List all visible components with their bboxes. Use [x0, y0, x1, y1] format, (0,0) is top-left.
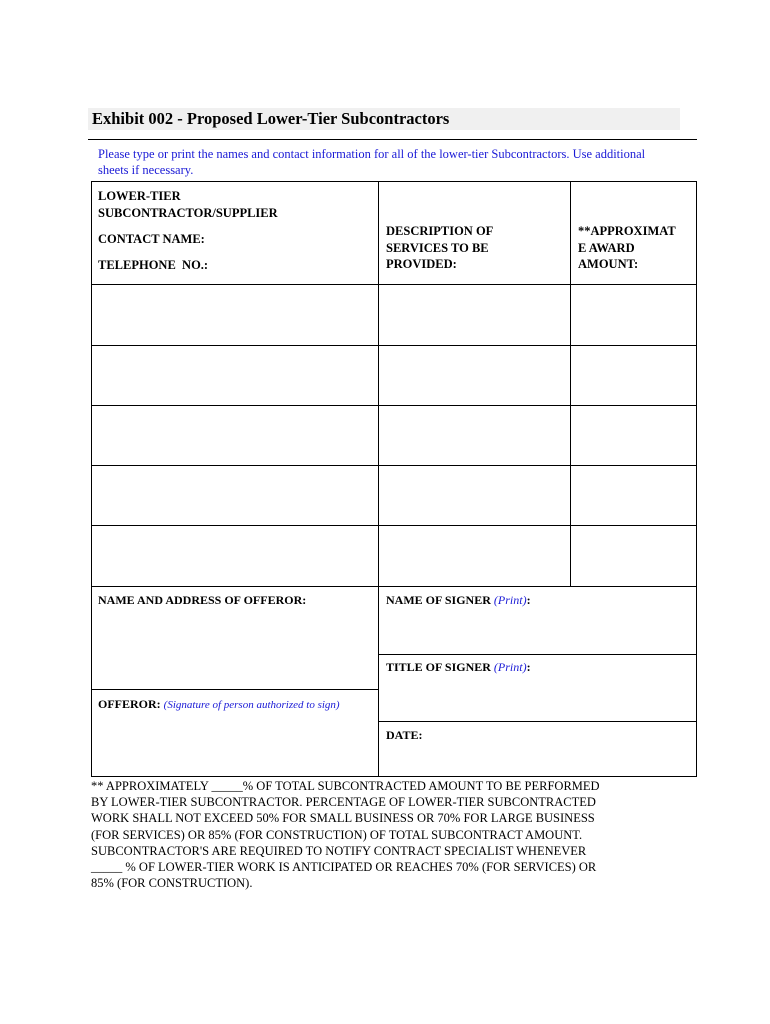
title-divider [378, 721, 697, 722]
table-right-border [696, 181, 697, 777]
offeror-name-address-field[interactable] [92, 610, 378, 688]
header-subcontractor-supplier: SUBCONTRACTOR/SUPPLIER [98, 205, 278, 220]
signer-colon: : [526, 593, 531, 607]
subcontractor-cell[interactable] [92, 346, 378, 405]
title-colon: : [526, 660, 531, 674]
award-amount-cell[interactable] [571, 526, 696, 586]
footer-line: SUBCONTRACTOR'S ARE REQUIRED TO NOTIFY CONTRACT SPECIALIST WHENEVER [91, 843, 587, 858]
description-header-line: SERVICES TO BE [386, 240, 489, 255]
title-rule [88, 139, 697, 140]
description-cell[interactable] [379, 285, 570, 345]
description-cell[interactable] [379, 526, 570, 586]
footer-line: _____ % OF LOWER-TIER WORK IS ANTICIPATED OR REACHES 70% (FOR SERVICES) OR [91, 860, 597, 875]
title-print-note: (Print) [493, 660, 527, 674]
description-header-line: PROVIDED: [386, 257, 457, 271]
name-of-signer-label [386, 593, 531, 608]
subcontractor-cell[interactable] [92, 466, 378, 525]
offeror-signature-note: (Signature of person authorized to sign) [163, 699, 340, 711]
award-header-line: AMOUNT: [578, 257, 639, 271]
description-header-line: DESCRIPTION OF [386, 224, 494, 238]
footer-line: ** APPROXIMATELY _____% OF TOTAL SUBCONTRACTED AMOUNT TO BE PERFORMED [91, 779, 600, 793]
date-field[interactable] [379, 744, 696, 776]
footer-line: BY LOWER-TIER SUBCONTRACTOR. PERCENTAGE OF LOWER-TIER SUBCONTRACTED [91, 795, 596, 810]
award-header-line: **APPROXIMAT [578, 224, 676, 238]
footer-line: 85% (FOR CONSTRUCTION). [91, 876, 253, 891]
page-title: Exhibit 002 - Proposed Lower-Tier Subcontractors [92, 109, 450, 128]
award-amount-cell[interactable] [571, 285, 696, 345]
footer-line: (FOR SERVICES) OR 85% (FOR CONSTRUCTION) OF TOTAL SUBCONTRACT AMOUNT. [91, 827, 583, 842]
offeror-signature-field[interactable] [92, 714, 378, 776]
table-top-border [91, 181, 697, 182]
award-amount-cell[interactable] [571, 346, 696, 405]
title-of-signer-label [386, 660, 531, 675]
award-amount-header [578, 223, 676, 273]
title-label-text: TITLE OF SIGNER [386, 660, 491, 674]
offeror-label-text: OFFEROR: [98, 697, 161, 711]
name-address-offeror-label: NAME AND ADDRESS OF OFFEROR: [98, 593, 307, 607]
description-header [386, 223, 493, 273]
offeror-signature-label [98, 697, 340, 712]
award-amount-cell[interactable] [571, 466, 696, 525]
table-bottom-border [91, 776, 697, 777]
subcontractor-cell[interactable] [92, 526, 378, 586]
award-amount-cell[interactable] [571, 406, 696, 465]
subcontractor-cell[interactable] [92, 285, 378, 345]
award-header-line: E AWARD [578, 240, 635, 255]
subcontractor-cell[interactable] [92, 406, 378, 465]
footer-note [91, 778, 691, 891]
signer-title-field[interactable] [379, 677, 696, 721]
signer-print-note: (Print) [493, 593, 527, 607]
signer-label-text: NAME OF SIGNER [386, 593, 491, 607]
header-lower-tier: LOWER-TIER [98, 189, 181, 203]
table-rows-bottom-border [91, 586, 697, 587]
signer-divider [378, 654, 697, 655]
telephone-label: TELEPHONE NO.: [98, 258, 209, 272]
contact-name-label: CONTACT NAME: [98, 232, 205, 246]
date-label: DATE: [386, 728, 423, 742]
footer-line: WORK SHALL NOT EXCEED 50% FOR SMALL BUSINESS OR 70% FOR LARGE BUSINESS [91, 811, 595, 826]
description-cell[interactable] [379, 346, 570, 405]
signer-name-field[interactable] [379, 610, 696, 654]
instructions-text: Please type or print the names and contact information for all of the lower-tier Subcontractors. Use additional sheets if necessary. [98, 147, 646, 177]
offeror-divider [91, 689, 379, 690]
subcontractor-header [98, 188, 278, 221]
description-cell[interactable] [379, 466, 570, 525]
description-cell[interactable] [379, 406, 570, 465]
